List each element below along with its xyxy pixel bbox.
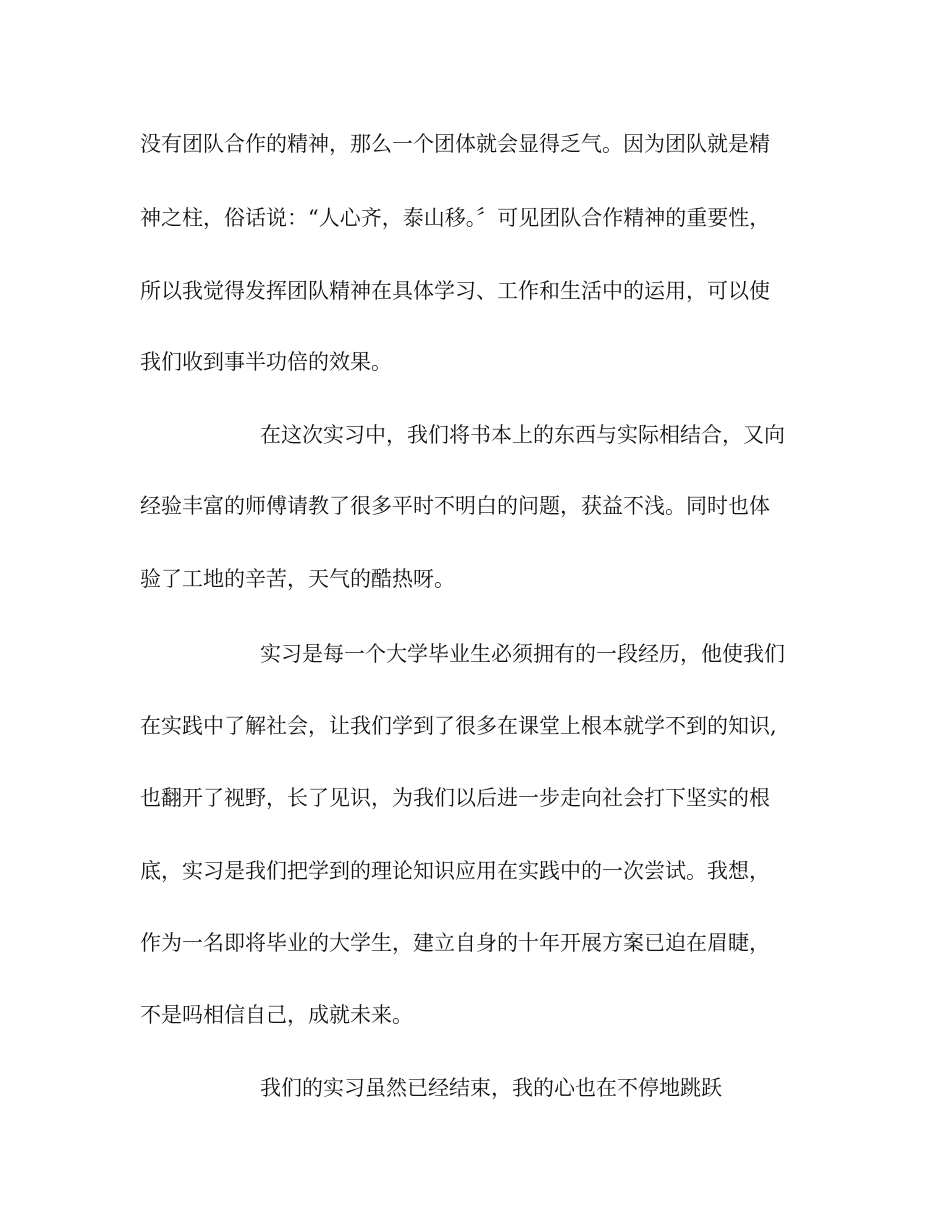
text-line: 所以我觉得发挥团队精神在具体学习、工作和生活中的运用，可以使 — [140, 279, 770, 303]
paragraph-start-line: 实习是每一个大学毕业生必须拥有的一段经历，他使我们 — [260, 642, 785, 666]
text-line: 底，实习是我们把学到的理论知识应用在实践中的一次尝试。我想， — [140, 859, 770, 883]
text-line: 神之柱，俗话说：“人心齐，泰山移。〞可见团队合作精神的重要性， — [140, 206, 771, 230]
text-line: 作为一名即将毕业的大学生，建立自身的十年开展方案已迫在眉睫， — [140, 931, 770, 955]
text-line: 我们收到事半功倍的效果。 — [140, 350, 392, 374]
paragraph-start-line: 我们的实习虽然已经结束，我的心也在不停地跳跃 — [260, 1076, 722, 1100]
text-line: 验了工地的辛苦，天气的酷热呀。 — [140, 567, 455, 591]
text-line: 也翻开了视野，长了见识，为我们以后进一步走向社会打下坚实的根 — [140, 786, 770, 810]
text-line: 不是吗相信自己，成就未来。 — [140, 1003, 413, 1027]
text-line: 经验丰富的师傅请教了很多平时不明白的问题，获益不浅。同时也体 — [140, 494, 770, 518]
text-line: 在实践中了解社会，让我们学到了很多在课堂上根本就学不到的知识, — [140, 714, 777, 738]
text-line: 没有团队合作的精神，那么一个团体就会显得乏气。因为团队就是精 — [140, 132, 770, 156]
paragraph-start-line: 在这次实习中，我们将书本上的东西与实际相结合，又向 — [260, 423, 785, 447]
